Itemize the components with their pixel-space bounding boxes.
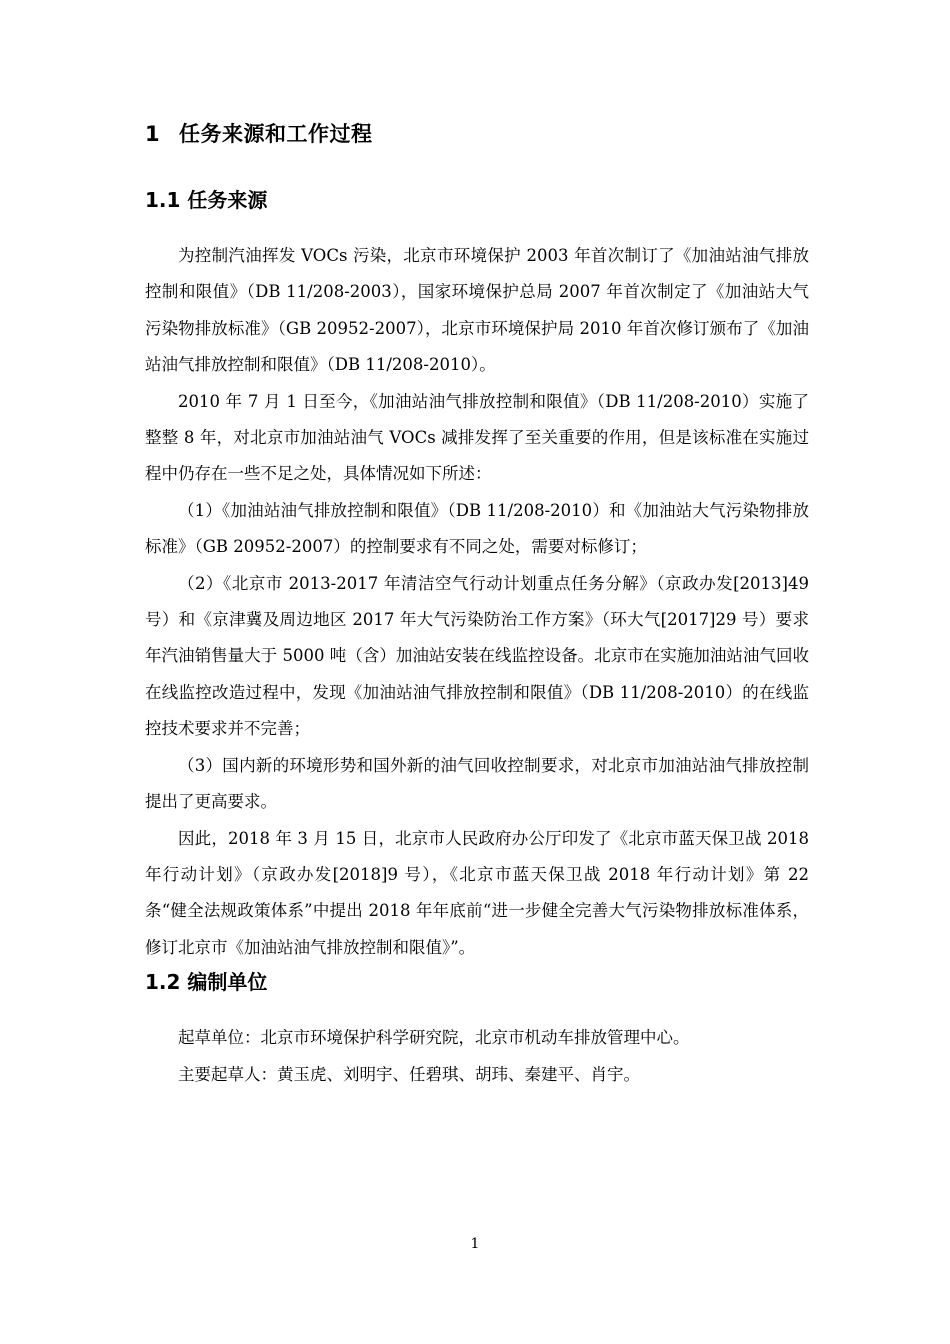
section-heading-task-source: 1.1 任务来源 <box>145 188 268 212</box>
paragraph: 为控制汽油挥发 VOCs 污染，北京市环境保护 2003 年首次制订了《加油站油气排放控制和限值》（DB 11/208-2003），国家环境保护总局 2007 年首次制定了《加油站大气污染物排放标准》（GB 20952-2007），北京市环境保护局 2010 年首次修订颁布了《加油站油气排放控制和限值》（DB 11/208-2010）。 <box>145 246 809 375</box>
list-item: （1）《加油站油气排放控制和限值》（DB 11/208-2010）和《加油站大气污染物排放标准》（GB 20952-2007）的控制要求有不同之处，需要对标修订； <box>145 500 809 557</box>
paragraph: 主要起草人：黄玉虎、刘明宇、任碧琪、胡玮、秦建平、肖宇。 <box>178 1064 640 1084</box>
paragraph: 因此，2018 年 3 月 15 日，北京市人民政府办公厅印发了《北京市蓝天保卫战 2018 年行动计划》（京政办发[2018]9 号），《北京市蓝天保卫战 2018 年行动计划》第 22 条“健全法规政策体系”中提出 2018 年年底前“进一步健全完善大气污染物排放标准体系，修订北京市《加油站油气排放控制和限值》”。 <box>145 828 809 957</box>
page-number: 1 <box>470 1236 480 1252</box>
paragraph: 起草单位：北京市环境保护科学研究院，北京市机动车排放管理中心。 <box>178 1028 690 1048</box>
chapter-heading <box>145 118 809 150</box>
section-heading-drafting-unit: 1.2 编制单位 <box>145 970 268 995</box>
list-item: （2）《北京市 2013-2017 年清洁空气行动计划重点任务分解》（京政办发[2013]49 号）和《京津冀及周边地区 2017 年大气污染防治工作方案》（环大气[2017]29 号）要求年汽油销售量大于 5000 吨（含）加油站安装在线监控设备。北京市在实施加油站油气回收在线监控改造过程中，发现《加油站油气排放控制和限值》（DB 11/208-2010）的在线监控技术要求并不完善； <box>145 573 809 739</box>
page-content <box>145 118 809 1093</box>
list-item: （3）国内新的环境形势和国外新的油气回收控制要求，对北京市加油站油气排放控制提出了更高要求。 <box>145 755 809 812</box>
paragraph: 2010 年 7 月 1 日至今，《加油站油气排放控制和限值》（DB 11/208-2010）实施了整整 8 年，对北京市加油站油气 VOCs 减排发挥了至关重要的作用，但是该标准在实施过程中仍存在一些不足之处，具体情况如下所述： <box>145 391 809 484</box>
chapter-number: 1 <box>145 122 161 146</box>
chapter-title: 任务来源和工作过程 <box>179 122 373 146</box>
